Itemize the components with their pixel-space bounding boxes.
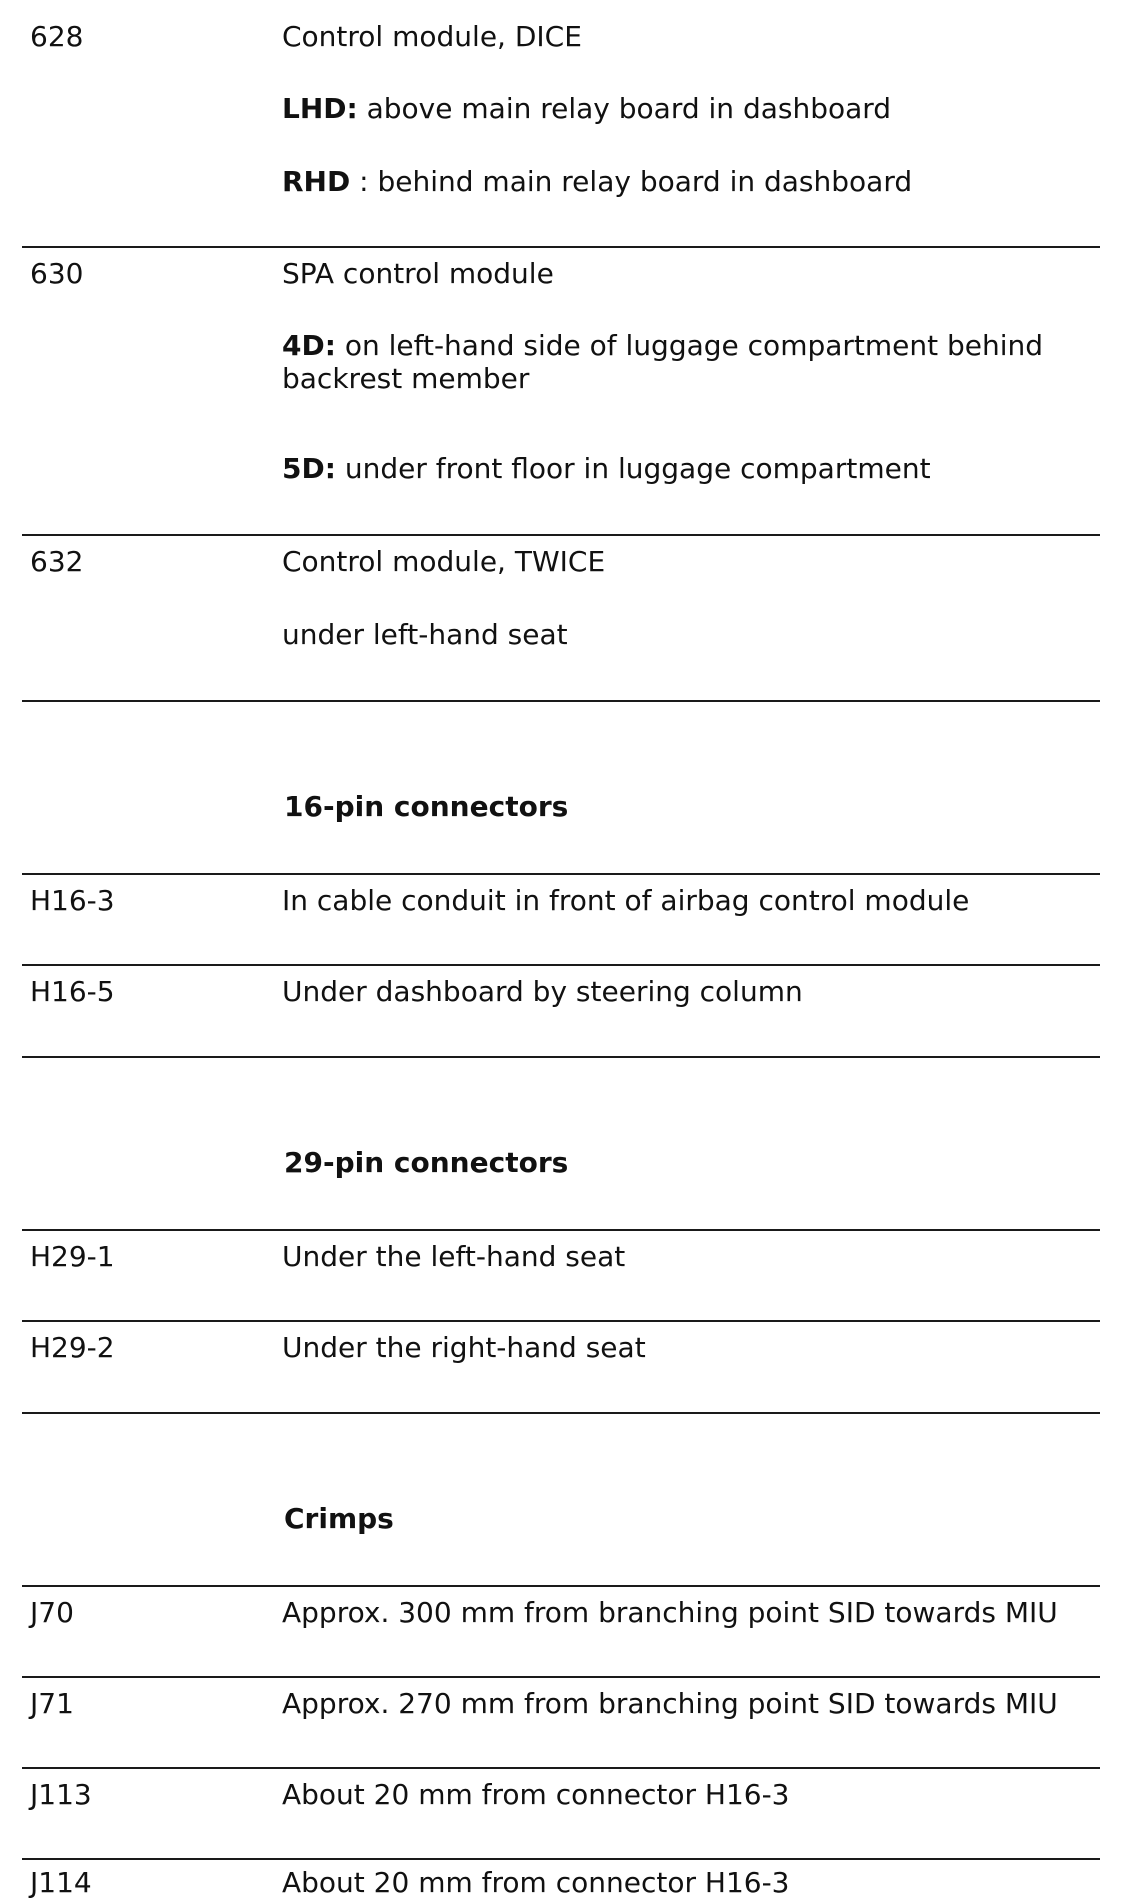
crimp-code: J113 — [30, 1778, 92, 1811]
section-heading-crimps: Crimps — [284, 1502, 394, 1535]
divider — [22, 1056, 1100, 1058]
location-5d — [282, 452, 931, 485]
divider — [22, 246, 1100, 248]
divider — [22, 534, 1100, 536]
section-heading-29-pin: 29-pin connectors — [284, 1146, 569, 1179]
component-title: Control module, DICE — [282, 20, 582, 53]
connector-location: In cable conduit in front of airbag control module — [282, 884, 970, 917]
location-4d — [282, 329, 1082, 395]
crimp-location: About 20 mm from connector H16-3 — [282, 1778, 790, 1811]
component-location: under left-hand seat — [282, 618, 568, 651]
location-5d-text: under front floor in luggage compartment — [335, 452, 931, 485]
component-code: 630 — [30, 257, 84, 290]
connector-code: H29-1 — [30, 1240, 115, 1273]
component-code: 632 — [30, 545, 84, 578]
location-lhd-label: LHD: — [282, 92, 358, 125]
component-title: Control module, TWICE — [282, 545, 606, 578]
divider — [22, 873, 1100, 875]
component-code: 628 — [30, 20, 84, 53]
crimp-code: J114 — [30, 1866, 92, 1899]
location-rhd-text: : behind main relay board in dashboard — [350, 165, 913, 198]
crimp-code: J70 — [30, 1596, 74, 1629]
connector-location: Under the right-hand seat — [282, 1331, 646, 1364]
location-4d-label: 4D: — [282, 329, 336, 362]
divider — [22, 700, 1100, 702]
connector-code: H29-2 — [30, 1331, 115, 1364]
location-4d-text: on left-hand side of luggage compartment behind backrest member — [282, 329, 1044, 395]
location-rhd-label: RHD — [282, 165, 351, 198]
location-lhd — [282, 92, 891, 125]
crimp-location: About 20 mm from connector H16-3 — [282, 1866, 790, 1899]
section-heading-16-pin: 16-pin connectors — [284, 790, 569, 823]
connector-location: Under the left-hand seat — [282, 1240, 626, 1273]
divider — [22, 964, 1100, 966]
connector-code: H16-3 — [30, 884, 115, 917]
crimp-location: Approx. 300 mm from branching point SID towards MIU — [282, 1596, 1058, 1629]
divider — [22, 1858, 1100, 1860]
divider — [22, 1229, 1100, 1231]
crimp-location: Approx. 270 mm from branching point SID towards MIU — [282, 1687, 1058, 1720]
divider — [22, 1412, 1100, 1414]
divider — [22, 1676, 1100, 1678]
divider — [22, 1767, 1100, 1769]
crimp-code: J71 — [30, 1687, 74, 1720]
connector-code: H16-5 — [30, 975, 115, 1008]
component-title: SPA control module — [282, 257, 554, 290]
connector-location: Under dashboard by steering column — [282, 975, 803, 1008]
location-5d-label: 5D: — [282, 452, 336, 485]
divider — [22, 1320, 1100, 1322]
location-rhd — [282, 165, 912, 198]
divider — [22, 1585, 1100, 1587]
location-lhd-text: above main relay board in dashboard — [357, 92, 892, 125]
